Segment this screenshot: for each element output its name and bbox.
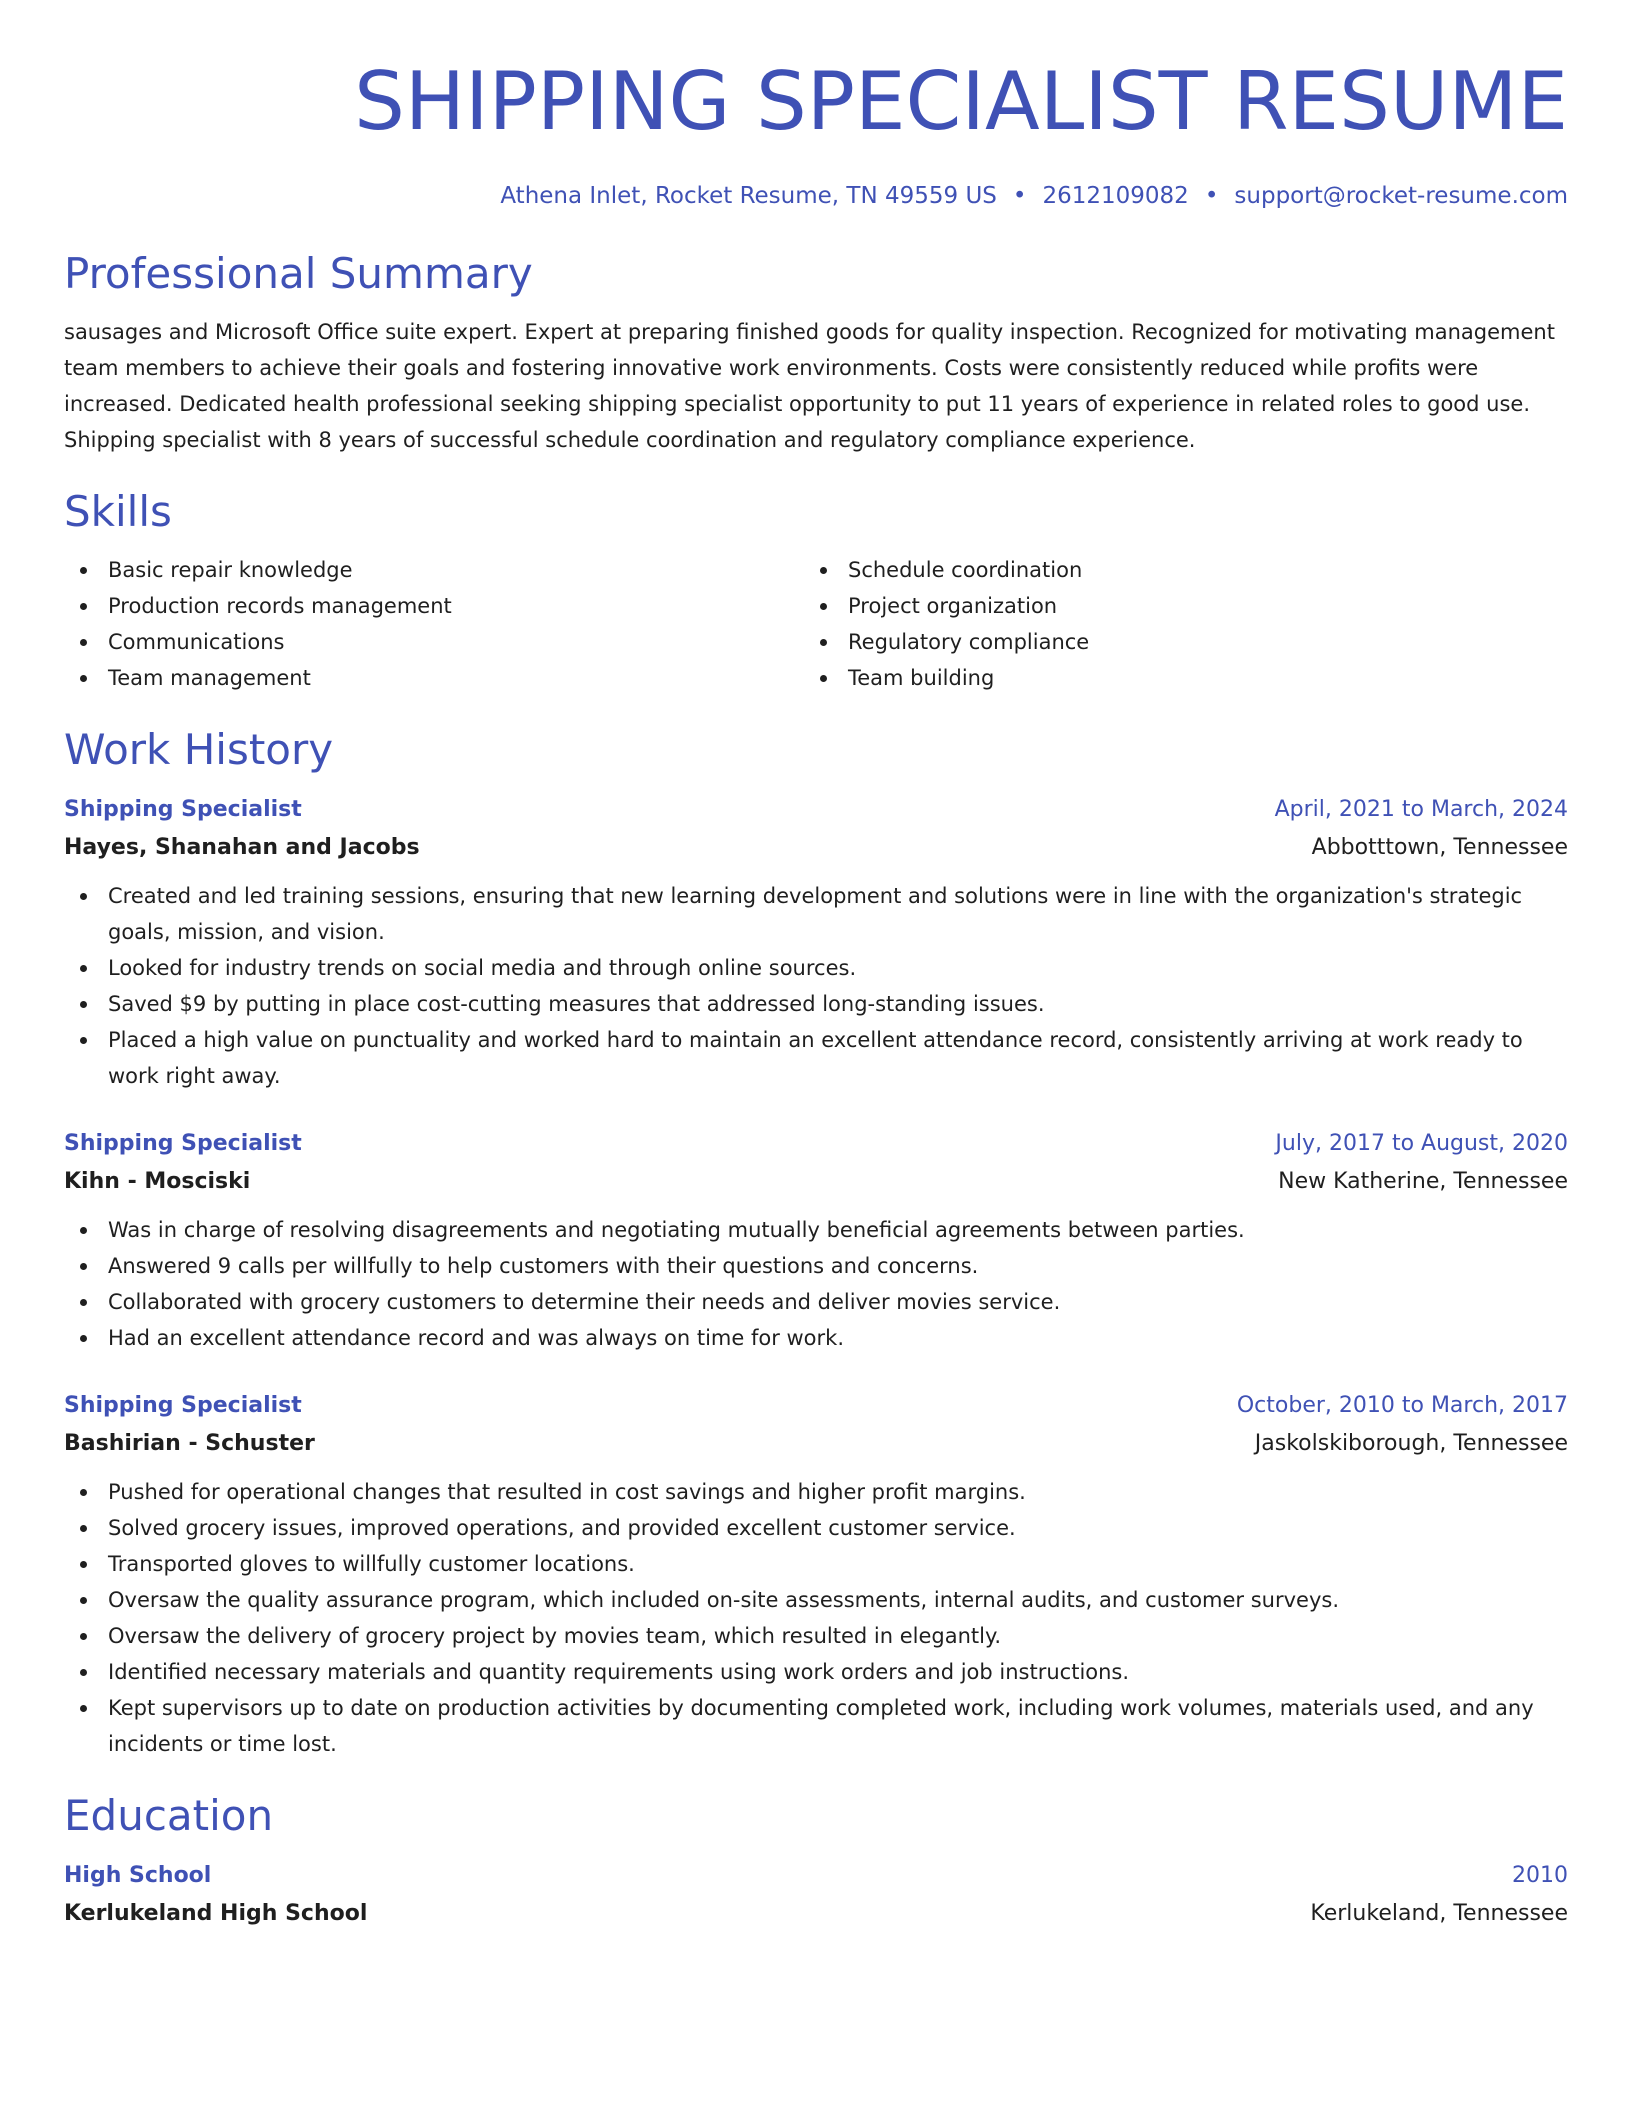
job-title-row <box>64 1388 1568 1424</box>
contact-email: support@rocket-resume.com <box>1234 183 1568 209</box>
skills-column-right <box>804 552 1568 696</box>
job-bullet: Oversaw the delivery of grocery project by movies team, which resulted in elegantly. <box>64 1618 1568 1654</box>
job-bullet: Oversaw the quality assurance program, which included on-site assessments, internal audits, and customer surveys. <box>64 1582 1568 1618</box>
skill-item: Communications <box>64 624 804 660</box>
summary-heading: Professional Summary <box>64 249 533 298</box>
job-dates: October, 2010 to March, 2017 <box>1236 1393 1568 1418</box>
education-heading: Education <box>64 1791 274 1840</box>
job-bullet: Transported gloves to willfully customer locations. <box>64 1546 1568 1582</box>
job-employer-row <box>64 828 1568 868</box>
job-employer-row <box>64 1424 1568 1464</box>
skill-item: Team management <box>64 660 804 696</box>
job-bullet: Looked for industry trends on social media and through online sources. <box>64 950 1568 986</box>
skill-item: Regulatory compliance <box>804 624 1568 660</box>
skill-item: Project organization <box>804 588 1568 624</box>
job-bullet: Collaborated with grocery customers to determine their needs and deliver movies service. <box>64 1284 1568 1320</box>
education-degree: High School <box>64 1863 212 1888</box>
job-employer: Hayes, Shanahan and Jacobs <box>64 835 420 860</box>
resume-title: SHIPPING SPECIALIST RESUME <box>354 55 1568 148</box>
skill-item: Basic repair knowledge <box>64 552 804 588</box>
job-entry <box>64 1388 1568 1762</box>
job-bullets <box>64 1212 1568 1356</box>
job-bullet: Was in charge of resolving disagreements and negotiating mutually beneficial agreements between parties. <box>64 1212 1568 1248</box>
work-history-heading: Work History <box>64 725 334 774</box>
job-location: Jaskolskiborough, Tennessee <box>1254 1431 1568 1456</box>
education-school: Kerlukeland High School <box>64 1901 368 1926</box>
skills-list <box>64 552 1568 696</box>
job-title-row <box>64 1126 1568 1162</box>
job-bullets <box>64 1474 1568 1762</box>
job-bullet: Solved grocery issues, improved operations, and provided excellent customer service. <box>64 1510 1568 1546</box>
education-location: Kerlukeland, Tennessee <box>1310 1901 1568 1926</box>
job-bullet: Placed a high value on punctuality and worked hard to maintain an excellent attendance record, consistently arriving at work ready to work right away. <box>64 1022 1568 1094</box>
education-entry <box>64 1858 1568 1934</box>
job-employer: Kihn - Mosciski <box>64 1169 251 1194</box>
skills-heading: Skills <box>64 487 172 536</box>
job-title: Shipping Specialist <box>64 1393 302 1418</box>
contact-line <box>64 180 1568 212</box>
summary-text: sausages and Microsoft Office suite expert. Expert at preparing finished goods for quality inspection. Recognized for motivating management team members to achieve their goals and fostering innovative work environments. Costs were consistently reduced while profits were increased. Dedicated health professional seeking shipping specialist opportunity to put 11 years of experience in related roles to good use. Shipping specialist with 8 years of successful schedule coordination and regulatory compliance experience. <box>64 320 1555 452</box>
contact-separator: • <box>1012 183 1027 209</box>
contact-address: Athena Inlet, Rocket Resume, TN 49559 US <box>500 183 997 209</box>
job-employer-row <box>64 1162 1568 1202</box>
skill-item: Team building <box>804 660 1568 696</box>
job-dates: July, 2017 to August, 2020 <box>1275 1131 1568 1156</box>
contact-separator: • <box>1204 183 1219 209</box>
job-employer: Bashirian - Schuster <box>64 1431 315 1456</box>
education-year: 2010 <box>1512 1863 1568 1888</box>
job-bullet: Pushed for operational changes that resulted in cost savings and higher profit margins. <box>64 1474 1568 1510</box>
job-title-row <box>64 792 1568 828</box>
skill-item: Schedule coordination <box>804 552 1568 588</box>
contact-phone: 2612109082 <box>1042 183 1189 209</box>
job-entry <box>64 792 1568 1094</box>
job-bullets <box>64 878 1568 1094</box>
job-title: Shipping Specialist <box>64 797 302 822</box>
job-title: Shipping Specialist <box>64 1131 302 1156</box>
job-bullet: Answered 9 calls per willfully to help customers with their questions and concerns. <box>64 1248 1568 1284</box>
skills-column-left <box>64 552 804 696</box>
job-bullet: Created and led training sessions, ensuring that new learning development and solutions were in line with the organization's strategic goals, mission, and vision. <box>64 878 1568 950</box>
job-location: Abbotttown, Tennessee <box>1311 835 1568 860</box>
job-dates: April, 2021 to March, 2024 <box>1274 797 1568 822</box>
education-degree-row <box>64 1858 1568 1894</box>
job-bullet: Identified necessary materials and quantity requirements using work orders and job instructions. <box>64 1654 1568 1690</box>
skill-item: Production records management <box>64 588 804 624</box>
job-bullet: Had an excellent attendance record and was always on time for work. <box>64 1320 1568 1356</box>
education-school-row <box>64 1894 1568 1934</box>
job-bullet: Saved $9 by putting in place cost-cutting measures that addressed long-standing issues. <box>64 986 1568 1022</box>
job-location: New Katherine, Tennessee <box>1278 1169 1568 1194</box>
job-bullet: Kept supervisors up to date on production activities by documenting completed work, including work volumes, materials used, and any incidents or time lost. <box>64 1690 1568 1762</box>
job-entry <box>64 1126 1568 1356</box>
